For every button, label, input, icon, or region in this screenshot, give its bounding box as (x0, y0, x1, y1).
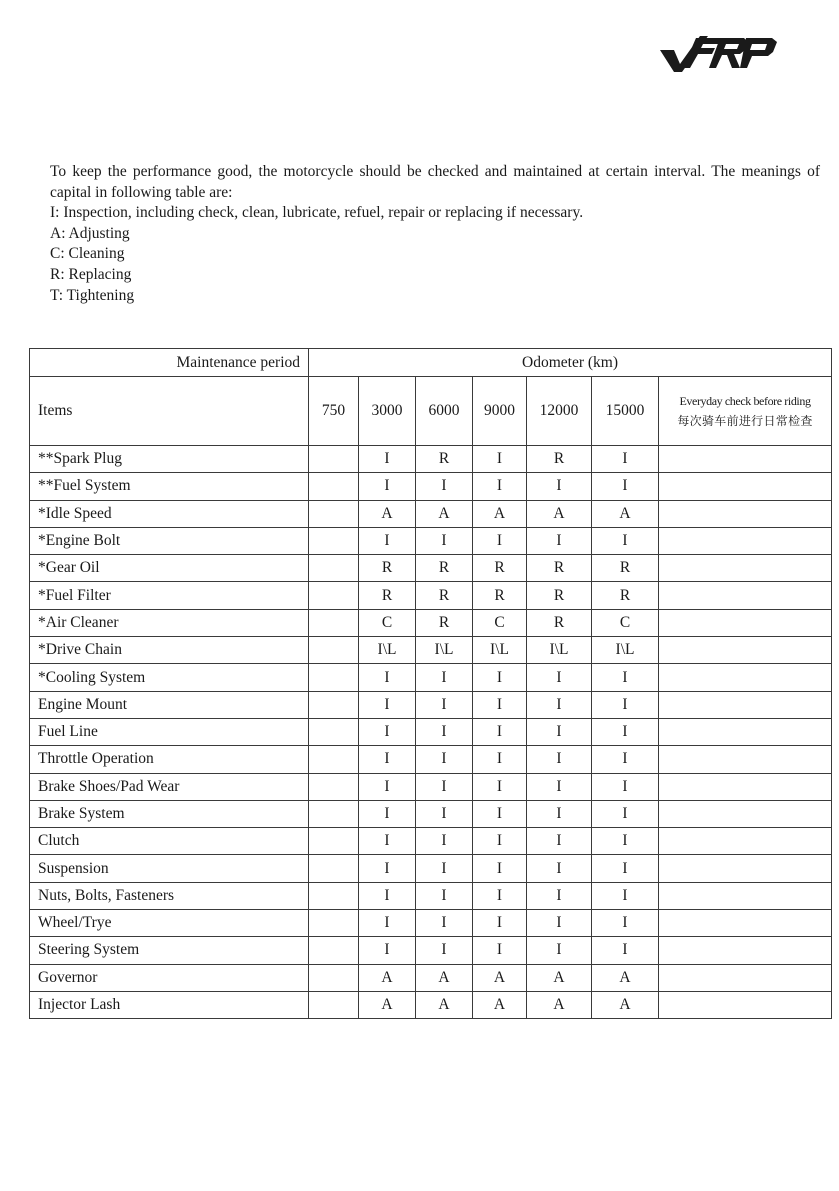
item-name-cell: *Engine Bolt (30, 527, 309, 554)
interval-value-cell: I (592, 691, 659, 718)
everyday-check-cell (659, 800, 832, 827)
everyday-check-cell (659, 937, 832, 964)
everyday-check-cell (659, 664, 832, 691)
table-row (30, 446, 832, 473)
interval-value-cell: A (592, 500, 659, 527)
interval-value-cell: I (359, 446, 416, 473)
interval-value-cell (309, 582, 359, 609)
interval-value-cell: I (592, 773, 659, 800)
interval-value-cell: I (359, 718, 416, 745)
everyday-check-cell (659, 582, 832, 609)
interval-value-cell: I (527, 473, 592, 500)
everyday-check-cell (659, 882, 832, 909)
interval-value-cell: C (592, 609, 659, 636)
interval-value-cell: I (592, 937, 659, 964)
interval-value-cell: I (416, 746, 473, 773)
interval-value-cell: R (473, 582, 527, 609)
item-name-cell: *Cooling System (30, 664, 309, 691)
interval-value-cell (309, 446, 359, 473)
everyday-check-en: Everyday check before riding (679, 394, 811, 408)
table-row (30, 746, 832, 773)
table-row (30, 555, 832, 582)
interval-value-cell (309, 828, 359, 855)
interval-value-cell (309, 691, 359, 718)
interval-value-cell: I\L (359, 637, 416, 664)
interval-value-cell: C (473, 609, 527, 636)
interval-value-cell: I (359, 691, 416, 718)
interval-value-cell (309, 527, 359, 554)
interval-value-cell: I (473, 937, 527, 964)
item-name-cell: Throttle Operation (30, 746, 309, 773)
interval-value-cell: I (473, 664, 527, 691)
interval-9000: 9000 (473, 377, 527, 446)
interval-value-cell: I (592, 746, 659, 773)
everyday-check-cell (659, 446, 832, 473)
interval-value-cell: I (592, 910, 659, 937)
interval-value-cell: I (592, 473, 659, 500)
everyday-check-cell (659, 910, 832, 937)
interval-value-cell: I (473, 473, 527, 500)
interval-value-cell: I (527, 882, 592, 909)
interval-value-cell: I (527, 800, 592, 827)
interval-value-cell: A (473, 500, 527, 527)
table-row (30, 609, 832, 636)
table-row (30, 691, 832, 718)
table-row (30, 991, 832, 1018)
interval-value-cell: R (359, 582, 416, 609)
item-name-cell: *Idle Speed (30, 500, 309, 527)
everyday-check-header (659, 377, 832, 446)
interval-value-cell: I (527, 527, 592, 554)
table-row (30, 800, 832, 827)
table-row (30, 937, 832, 964)
items-label: Items (30, 377, 309, 446)
interval-value-cell: A (416, 991, 473, 1018)
item-name-cell: Fuel Line (30, 718, 309, 745)
interval-value-cell: I (592, 446, 659, 473)
item-name-cell: Brake Shoes/Pad Wear (30, 773, 309, 800)
everyday-check-cell (659, 773, 832, 800)
interval-value-cell: I (473, 773, 527, 800)
everyday-check-cell (659, 637, 832, 664)
interval-value-cell (309, 664, 359, 691)
everyday-check-cell (659, 527, 832, 554)
interval-value-cell: I (359, 773, 416, 800)
interval-value-cell: I (359, 527, 416, 554)
everyday-check-cell (659, 473, 832, 500)
interval-value-cell: I (416, 910, 473, 937)
interval-value-cell (309, 555, 359, 582)
item-name-cell: *Fuel Filter (30, 582, 309, 609)
interval-value-cell: R (592, 582, 659, 609)
interval-value-cell (309, 964, 359, 991)
interval-value-cell (309, 473, 359, 500)
interval-value-cell: I (473, 746, 527, 773)
interval-6000: 6000 (416, 377, 473, 446)
interval-value-cell: I (359, 882, 416, 909)
interval-value-cell: I (416, 664, 473, 691)
interval-value-cell (309, 991, 359, 1018)
interval-value-cell: A (416, 500, 473, 527)
interval-15000: 15000 (592, 377, 659, 446)
interval-value-cell: A (359, 964, 416, 991)
interval-value-cell (309, 746, 359, 773)
interval-value-cell: R (527, 555, 592, 582)
interval-value-cell: R (416, 446, 473, 473)
interval-value-cell: A (527, 991, 592, 1018)
interval-value-cell: I (359, 855, 416, 882)
interval-value-cell: A (359, 500, 416, 527)
header-row-period (30, 349, 832, 377)
interval-value-cell: I (416, 527, 473, 554)
interval-value-cell (309, 800, 359, 827)
legend-adjusting: A: Adjusting (50, 224, 130, 242)
everyday-check-cell (659, 964, 832, 991)
item-name-cell: Injector Lash (30, 991, 309, 1018)
item-name-cell: *Drive Chain (30, 637, 309, 664)
legend-replacing: R: Replacing (50, 265, 132, 283)
table-row (30, 773, 832, 800)
interval-value-cell: A (416, 964, 473, 991)
interval-value-cell: I (473, 910, 527, 937)
header-row-intervals (30, 377, 832, 446)
item-name-cell: Wheel/Trye (30, 910, 309, 937)
interval-value-cell: I (359, 746, 416, 773)
interval-value-cell: I (416, 800, 473, 827)
interval-value-cell: R (416, 609, 473, 636)
interval-value-cell: R (527, 582, 592, 609)
interval-value-cell: I (359, 828, 416, 855)
interval-value-cell: I\L (473, 637, 527, 664)
interval-value-cell: I (473, 882, 527, 909)
interval-value-cell: I (473, 446, 527, 473)
interval-value-cell (309, 855, 359, 882)
interval-value-cell: I (527, 746, 592, 773)
interval-value-cell: I\L (592, 637, 659, 664)
odometer-label: Odometer (km) (309, 349, 832, 377)
table-row (30, 473, 832, 500)
interval-value-cell: I (527, 718, 592, 745)
table-row (30, 910, 832, 937)
item-name-cell: Brake System (30, 800, 309, 827)
interval-value-cell: R (527, 609, 592, 636)
interval-value-cell: I (592, 828, 659, 855)
interval-value-cell: I (416, 718, 473, 745)
everyday-check-cn: 每次骑车前进行日常检查 (677, 414, 813, 428)
table-row (30, 527, 832, 554)
interval-value-cell: I (473, 800, 527, 827)
everyday-check-cell (659, 855, 832, 882)
everyday-check-cell (659, 991, 832, 1018)
interval-value-cell (309, 910, 359, 937)
interval-value-cell (309, 937, 359, 964)
everyday-check-cell (659, 555, 832, 582)
item-name-cell: Governor (30, 964, 309, 991)
item-name-cell: *Air Cleaner (30, 609, 309, 636)
interval-value-cell: I (359, 664, 416, 691)
interval-value-cell: R (416, 582, 473, 609)
intro-paragraph: To keep the performance good, the motorcycle should be checked and maintained at certain interval. The meanings of capital in following table are: (50, 163, 820, 201)
interval-value-cell: I (416, 473, 473, 500)
interval-value-cell: I (359, 800, 416, 827)
interval-value-cell: I\L (416, 637, 473, 664)
interval-3000: 3000 (359, 377, 416, 446)
item-name-cell: Nuts, Bolts, Fasteners (30, 882, 309, 909)
everyday-check-cell (659, 718, 832, 745)
table-row (30, 500, 832, 527)
interval-value-cell (309, 500, 359, 527)
interval-value-cell: I (473, 691, 527, 718)
maintenance-table (29, 348, 832, 1019)
interval-value-cell: I (416, 691, 473, 718)
interval-value-cell: R (527, 446, 592, 473)
table-row (30, 882, 832, 909)
interval-value-cell: R (416, 555, 473, 582)
interval-value-cell: I (416, 882, 473, 909)
interval-value-cell (309, 773, 359, 800)
interval-value-cell: I (592, 800, 659, 827)
interval-value-cell: I (527, 855, 592, 882)
everyday-check-cell (659, 828, 832, 855)
interval-value-cell: R (359, 555, 416, 582)
interval-value-cell (309, 637, 359, 664)
table-row (30, 964, 832, 991)
interval-value-cell: I (416, 828, 473, 855)
table-row (30, 828, 832, 855)
interval-value-cell: I (592, 527, 659, 554)
interval-value-cell: A (592, 964, 659, 991)
interval-value-cell: I (527, 937, 592, 964)
interval-value-cell: A (592, 991, 659, 1018)
interval-value-cell: I (416, 937, 473, 964)
item-name-cell: Steering System (30, 937, 309, 964)
legend-tightening: T: Tightening (50, 286, 135, 304)
interval-value-cell: I (592, 718, 659, 745)
item-name-cell: **Spark Plug (30, 446, 309, 473)
interval-value-cell: A (359, 991, 416, 1018)
interval-12000: 12000 (527, 377, 592, 446)
item-name-cell: Suspension (30, 855, 309, 882)
item-name-cell: Clutch (30, 828, 309, 855)
interval-value-cell: I (473, 855, 527, 882)
item-name-cell: *Gear Oil (30, 555, 309, 582)
interval-value-cell: I (473, 527, 527, 554)
interval-750: 750 (309, 377, 359, 446)
everyday-check-cell (659, 609, 832, 636)
table-row (30, 718, 832, 745)
maintenance-table-body (30, 446, 832, 1019)
interval-value-cell: I (527, 828, 592, 855)
interval-value-cell: I (527, 773, 592, 800)
interval-value-cell: A (527, 500, 592, 527)
interval-value-cell: I (592, 855, 659, 882)
interval-value-cell: I (527, 664, 592, 691)
interval-value-cell: C (359, 609, 416, 636)
table-row (30, 582, 832, 609)
interval-value-cell: A (527, 964, 592, 991)
interval-value-cell: I (527, 691, 592, 718)
maintenance-period-label: Maintenance period (30, 349, 309, 377)
interval-value-cell: I (416, 773, 473, 800)
interval-value-cell: A (473, 964, 527, 991)
interval-value-cell: I\L (527, 637, 592, 664)
interval-value-cell (309, 882, 359, 909)
interval-value-cell (309, 609, 359, 636)
everyday-check-cell (659, 746, 832, 773)
table-row (30, 855, 832, 882)
frp-brand-logo-icon (660, 30, 778, 72)
interval-value-cell: I (592, 664, 659, 691)
item-name-cell: **Fuel System (30, 473, 309, 500)
table-row (30, 664, 832, 691)
interval-value-cell: I (592, 882, 659, 909)
interval-value-cell (309, 718, 359, 745)
everyday-check-cell (659, 500, 832, 527)
interval-value-cell: I (473, 828, 527, 855)
legend-inspection: I: Inspection, including check, clean, lubricate, refuel, repair or replacing if necessary. (50, 204, 584, 222)
everyday-check-cell (659, 691, 832, 718)
table-row (30, 637, 832, 664)
intro-section (50, 162, 820, 306)
interval-value-cell: I (359, 473, 416, 500)
interval-value-cell: I (359, 937, 416, 964)
interval-value-cell: I (359, 910, 416, 937)
legend-cleaning: C: Cleaning (50, 245, 125, 263)
interval-value-cell: I (473, 718, 527, 745)
interval-value-cell: I (527, 910, 592, 937)
interval-value-cell: R (473, 555, 527, 582)
interval-value-cell: R (592, 555, 659, 582)
item-name-cell: Engine Mount (30, 691, 309, 718)
interval-value-cell: A (473, 991, 527, 1018)
interval-value-cell: I (416, 855, 473, 882)
